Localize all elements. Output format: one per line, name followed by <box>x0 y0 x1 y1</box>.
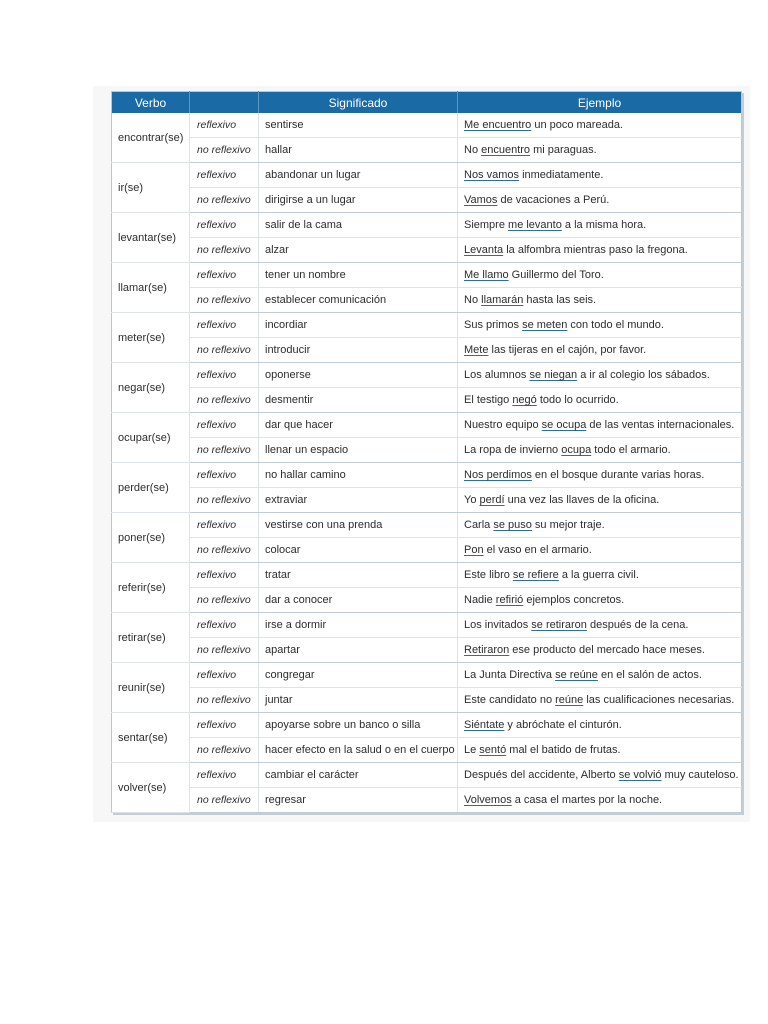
example-verb-link[interactable]: se puso <box>493 519 532 531</box>
type-cell: no reflexivo <box>190 438 259 463</box>
meaning-cell: juntar <box>259 688 458 713</box>
example-verb-link[interactable]: Retiraron <box>464 644 510 656</box>
type-cell: no reflexivo <box>190 188 259 213</box>
example-cell <box>458 763 742 788</box>
example-text-after: hasta las seis. <box>523 294 597 306</box>
type-cell: reflexivo <box>190 363 259 388</box>
example-text-after: en el salón de actos. <box>597 669 702 681</box>
meaning-cell: congregar <box>259 663 458 688</box>
verb-cell: referir(se) <box>112 563 190 613</box>
example-text-before: Los invitados <box>464 619 532 631</box>
example-text-before: Nuestro equipo <box>464 419 542 431</box>
example-verb-link[interactable]: Me llamo <box>464 269 509 281</box>
example-verb-link[interactable]: Levanta <box>464 244 504 256</box>
example-text-before: No <box>464 144 482 156</box>
table-row <box>112 738 742 763</box>
type-cell: no reflexivo <box>190 638 259 663</box>
example-cell <box>458 488 742 513</box>
example-text-after: muy cauteloso. <box>661 769 739 781</box>
example-text-after: las cualificaciones necesarias. <box>583 694 735 706</box>
table-body <box>112 113 742 813</box>
table-row <box>112 338 742 363</box>
example-text-before: La ropa de invierno <box>464 444 562 456</box>
example-cell <box>458 438 742 463</box>
table-row <box>112 513 742 538</box>
example-text-before: Los alumnos <box>464 369 530 381</box>
meaning-cell: establecer comunicación <box>259 288 458 313</box>
example-cell <box>458 263 742 288</box>
type-cell: no reflexivo <box>190 488 259 513</box>
meaning-cell: apoyarse sobre un banco o silla <box>259 713 458 738</box>
type-cell: reflexivo <box>190 563 259 588</box>
example-text-before: Después del accidente, Alberto <box>464 769 619 781</box>
example-cell <box>458 463 742 488</box>
example-cell <box>458 663 742 688</box>
table-row <box>112 763 742 788</box>
type-cell: reflexivo <box>190 663 259 688</box>
meaning-cell: extraviar <box>259 488 458 513</box>
example-text-after: Guillermo del Toro. <box>508 269 604 281</box>
verb-cell: negar(se) <box>112 363 190 413</box>
example-verb-link[interactable]: Mete <box>464 344 489 356</box>
type-cell: no reflexivo <box>190 238 259 263</box>
meaning-cell: regresar <box>259 788 458 813</box>
example-cell <box>458 113 742 138</box>
table-row <box>112 163 742 188</box>
table-row <box>112 538 742 563</box>
example-text-after: a la guerra civil. <box>558 569 639 581</box>
example-verb-link[interactable]: llamarán <box>481 294 524 306</box>
example-verb-link[interactable]: refirió <box>495 594 524 606</box>
header-type <box>190 92 259 114</box>
type-cell: no reflexivo <box>190 688 259 713</box>
table-row <box>112 138 742 163</box>
header-significado: Significado <box>259 92 458 114</box>
type-cell: reflexivo <box>190 513 259 538</box>
example-cell <box>458 613 742 638</box>
example-text-after: a ir al colegio los sábados. <box>577 369 710 381</box>
type-cell: no reflexivo <box>190 338 259 363</box>
verb-cell: ocupar(se) <box>112 413 190 463</box>
example-verb-link[interactable]: se volvió <box>618 769 662 781</box>
example-cell <box>458 338 742 363</box>
meaning-cell: oponerse <box>259 363 458 388</box>
example-text-after: el vaso en el armario. <box>483 544 592 556</box>
meaning-cell: vestirse con una prenda <box>259 513 458 538</box>
verb-cell: sentar(se) <box>112 713 190 763</box>
example-cell <box>458 563 742 588</box>
meaning-cell: llenar un espacio <box>259 438 458 463</box>
table-row <box>112 713 742 738</box>
meaning-cell: dirigirse a un lugar <box>259 188 458 213</box>
example-cell <box>458 688 742 713</box>
verb-cell: perder(se) <box>112 463 190 513</box>
example-text-after: de vacaciones a Perú. <box>497 194 610 206</box>
example-verb-link[interactable]: Pon <box>464 544 484 556</box>
example-verb-link[interactable]: sentó <box>479 744 507 756</box>
type-cell: no reflexivo <box>190 538 259 563</box>
example-cell <box>458 363 742 388</box>
table-row <box>112 463 742 488</box>
example-verb-link[interactable]: Nos vamos <box>464 169 520 181</box>
example-verb-link[interactable]: me levanto <box>508 219 562 231</box>
example-cell <box>458 513 742 538</box>
type-cell: reflexivo <box>190 413 259 438</box>
example-text-before: Nadie <box>464 594 496 606</box>
example-verb-link[interactable]: se ocupa <box>541 419 587 431</box>
meaning-cell: introducir <box>259 338 458 363</box>
verb-cell: levantar(se) <box>112 213 190 263</box>
verb-cell: volver(se) <box>112 763 190 813</box>
example-text-before: Este libro <box>464 569 513 581</box>
type-cell: reflexivo <box>190 713 259 738</box>
table-row <box>112 188 742 213</box>
table-row <box>112 663 742 688</box>
type-cell: reflexivo <box>190 163 259 188</box>
example-verb-link[interactable]: se meten <box>522 319 568 331</box>
verb-cell: poner(se) <box>112 513 190 563</box>
type-cell: no reflexivo <box>190 388 259 413</box>
meaning-cell: dar a conocer <box>259 588 458 613</box>
meaning-cell: incordiar <box>259 313 458 338</box>
example-text-after: mi paraguas. <box>530 144 597 156</box>
example-cell <box>458 638 742 663</box>
meaning-cell: tener un nombre <box>259 263 458 288</box>
example-cell <box>458 413 742 438</box>
meaning-cell: alzar <box>259 238 458 263</box>
meaning-cell: apartar <box>259 638 458 663</box>
table-row <box>112 263 742 288</box>
example-text-after: inmediatamente. <box>519 169 604 181</box>
meaning-cell: salir de la cama <box>259 213 458 238</box>
table-row <box>112 113 742 138</box>
type-cell: reflexivo <box>190 763 259 788</box>
example-text-after: a casa el martes por la noche. <box>511 794 663 806</box>
example-cell <box>458 188 742 213</box>
meaning-cell: cambiar el carácter <box>259 763 458 788</box>
example-cell <box>458 538 742 563</box>
example-cell <box>458 713 742 738</box>
verb-cell: retirar(se) <box>112 613 190 663</box>
example-text-after: las tijeras en el cajón, por favor. <box>488 344 647 356</box>
verb-cell: meter(se) <box>112 313 190 363</box>
example-verb-link[interactable]: Siéntate <box>464 719 505 731</box>
example-cell <box>458 163 742 188</box>
example-text-after: un poco mareada. <box>531 119 623 131</box>
table-header <box>112 92 742 114</box>
example-cell <box>458 288 742 313</box>
example-verb-link[interactable]: reúne <box>555 694 584 706</box>
example-text-before: Yo <box>464 494 480 506</box>
example-text-before: El testigo <box>464 394 513 406</box>
type-cell: no reflexivo <box>190 788 259 813</box>
verb-cell: llamar(se) <box>112 263 190 313</box>
example-text-after: todo lo ocurrido. <box>536 394 619 406</box>
example-text-after: mal el batido de frutas. <box>506 744 621 756</box>
example-verb-link[interactable]: ocupa <box>561 444 592 456</box>
example-verb-link[interactable]: se refiere <box>512 569 559 581</box>
example-text-before: Sus primos <box>464 319 523 331</box>
meaning-cell: hacer efecto en la salud o en el cuerpo <box>259 738 458 763</box>
example-text-after: una vez las llaves de la oficina. <box>504 494 660 506</box>
table-row <box>112 438 742 463</box>
verb-cell: ir(se) <box>112 163 190 213</box>
type-cell: no reflexivo <box>190 288 259 313</box>
example-text-after: todo el armario. <box>591 444 671 456</box>
type-cell: reflexivo <box>190 263 259 288</box>
example-text-before: Siempre <box>464 219 509 231</box>
example-cell <box>458 238 742 263</box>
example-text-after: después de la cena. <box>586 619 689 631</box>
example-cell <box>458 213 742 238</box>
table-row <box>112 588 742 613</box>
example-text-after: con todo el mundo. <box>567 319 664 331</box>
table-row <box>112 238 742 263</box>
table-row <box>112 413 742 438</box>
example-cell <box>458 788 742 813</box>
example-text-before: La Junta Directiva <box>464 669 556 681</box>
example-text-before: Le <box>464 744 480 756</box>
table-row <box>112 488 742 513</box>
example-text-after: a la misma hora. <box>561 219 647 231</box>
meaning-cell: desmentir <box>259 388 458 413</box>
example-verb-link[interactable]: Volvemos <box>464 794 512 806</box>
table-row <box>112 288 742 313</box>
example-verb-link[interactable]: perdí <box>479 494 505 506</box>
table-row <box>112 613 742 638</box>
verb-table <box>111 91 742 813</box>
example-text-before: Este candidato no <box>464 694 556 706</box>
table-row <box>112 313 742 338</box>
type-cell: no reflexivo <box>190 588 259 613</box>
example-verb-link[interactable]: Vamos <box>464 194 498 206</box>
example-text-after: la alfombra mientras paso la fregona. <box>503 244 688 256</box>
type-cell: reflexivo <box>190 213 259 238</box>
example-verb-link[interactable]: negó <box>512 394 537 406</box>
example-text-after: ese producto del mercado hace meses. <box>509 644 705 656</box>
type-cell: reflexivo <box>190 613 259 638</box>
example-text-after: de las ventas internacionales. <box>586 419 735 431</box>
example-text-after: en el bosque durante varias horas. <box>531 469 705 481</box>
table-row <box>112 688 742 713</box>
example-text-after: y abróchate el cinturón. <box>504 719 622 731</box>
table-row <box>112 388 742 413</box>
example-cell <box>458 388 742 413</box>
example-verb-link[interactable]: Nos perdimos <box>464 469 532 481</box>
verb-cell: encontrar(se) <box>112 113 190 163</box>
meaning-cell: colocar <box>259 538 458 563</box>
type-cell: reflexivo <box>190 113 259 138</box>
type-cell: no reflexivo <box>190 738 259 763</box>
example-text-before: Carla <box>464 519 494 531</box>
example-verb-link[interactable]: encuentro <box>481 144 531 156</box>
table-row <box>112 638 742 663</box>
table-row <box>112 213 742 238</box>
example-cell <box>458 588 742 613</box>
meaning-cell: dar que hacer <box>259 413 458 438</box>
meaning-cell: no hallar camino <box>259 463 458 488</box>
example-verb-link[interactable]: se niegan <box>529 369 578 381</box>
meaning-cell: sentirse <box>259 113 458 138</box>
example-cell <box>458 738 742 763</box>
verb-cell: reunir(se) <box>112 663 190 713</box>
header-verbo: Verbo <box>112 92 190 114</box>
example-verb-link[interactable]: se reúne <box>555 669 598 681</box>
header-ejemplo: Ejemplo <box>458 92 742 114</box>
table-row <box>112 788 742 813</box>
example-text-after: su mejor traje. <box>531 519 605 531</box>
example-cell <box>458 138 742 163</box>
example-verb-link[interactable]: Me encuentro <box>464 119 532 131</box>
meaning-cell: abandonar un lugar <box>259 163 458 188</box>
table-row <box>112 363 742 388</box>
example-verb-link[interactable]: se retiraron <box>531 619 587 631</box>
example-cell <box>458 313 742 338</box>
example-text-before: No <box>464 294 482 306</box>
type-cell: reflexivo <box>190 313 259 338</box>
type-cell: no reflexivo <box>190 138 259 163</box>
meaning-cell: tratar <box>259 563 458 588</box>
type-cell: reflexivo <box>190 463 259 488</box>
meaning-cell: irse a dormir <box>259 613 458 638</box>
example-text-after: ejemplos concretos. <box>523 594 625 606</box>
meaning-cell: hallar <box>259 138 458 163</box>
table-row <box>112 563 742 588</box>
